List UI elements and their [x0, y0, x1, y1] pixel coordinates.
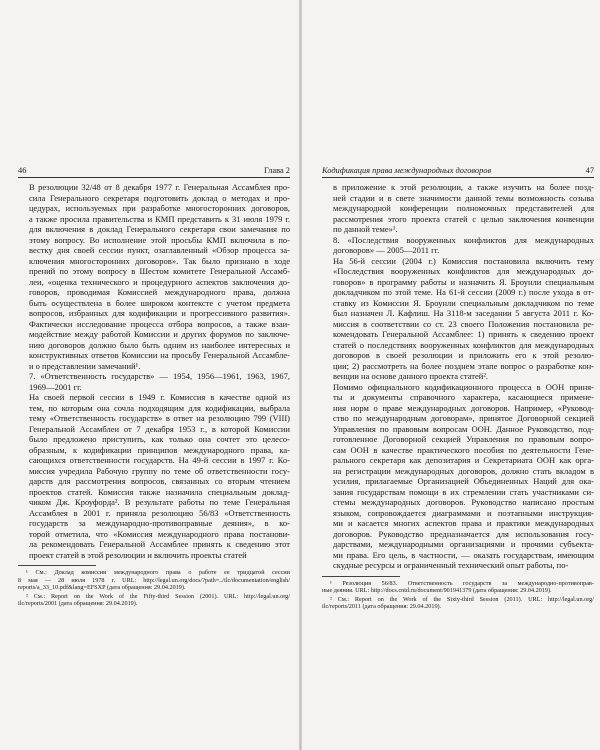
- text-line: сам ООН в качестве практического пособия по деятельности Гене-: [333, 444, 594, 455]
- text-line: дарств для рассмотрения вопросов, связанных со вторым чтением: [29, 476, 290, 486]
- text-line: ми права. Его цель, в частности, — оказать государствам, имеющим: [333, 549, 594, 560]
- text-line: чиком Дж. Кроуфорда². В результате работы по теме Генеральная: [29, 497, 290, 507]
- text-line: конструктивных ответов Комиссии на просьбу Генеральной Ассамбле-: [29, 350, 290, 360]
- right-page: [322, 166, 594, 612]
- left-page-header: [18, 166, 290, 178]
- text-line: венции на основе данного проекта статей².: [333, 371, 489, 381]
- text-line: зания государствам помощи в их стремлении стать участниками си-: [333, 486, 594, 497]
- text-line: ство по международным договорам», принятое Договорной секцией: [333, 413, 594, 423]
- text-line: усилия, прилагаемые Организацией Объединенных Наций для ока-: [333, 476, 594, 486]
- text-line: Управления по правовым вопросам ООН. Данное Руководство, под-: [333, 423, 594, 434]
- text-line: 8 мая — 28 июля 1978 г. URL: http://legal.un.org/docs/?path=../ilc/documentation/english/: [18, 576, 290, 584]
- text-line: скудные ресурсы и ограниченный технический опыт работы, по-: [333, 560, 569, 570]
- text-line: сающихся ответственности государств. На 49-й сессии в 1997 г. Ко-: [29, 455, 290, 465]
- text-line: международной конференции полномочных представителей для: [333, 203, 594, 213]
- text-line: языком, сопровождается диаграммами и поэтапными инструкция-: [333, 507, 594, 518]
- footnote: [18, 569, 290, 592]
- text-line: говоров, проводимая Комиссией международного права, должна: [29, 287, 290, 297]
- text-line: ilc/reports/2001 (дата обращения: 29.04.2019).: [18, 600, 138, 608]
- paragraph: [322, 256, 594, 382]
- left-page-footnotes: [18, 569, 290, 608]
- text-line: «Последствия вооруженных конфликтов для международных до-: [333, 266, 594, 276]
- text-line: ¹ См.: Доклад комиссии международного права о работе ее тридцатой сессии: [26, 569, 290, 576]
- text-line: Фактически исследование процесса отбора вопросов, а также взаи-: [29, 318, 290, 329]
- text-line: леи, «оценка технического и процедурного аспектов заключения до-: [29, 276, 290, 287]
- text-line: миссия в соответствии со ст. 23 своего Положения постановила ре-: [333, 318, 594, 329]
- text-line: ные деяния. URL: http://docs.cntd.ru/document/901941379 (дата обращения: 29.04.2019).: [322, 587, 552, 595]
- text-line: Генеральной Ассамблеи от 7 декабря 1953 г., в которой Комиссии: [29, 423, 290, 434]
- text-line: в приложение к этой резолюции, а также изучить на более позд-: [333, 182, 594, 192]
- text-line: reports/a_33_10.pdf&lang=EFSXP (дата обращения: 29.04.2019).: [18, 584, 186, 592]
- text-line: ставку из Комиссии Я. Броунли специальным докладчиком по теме: [333, 297, 594, 308]
- text-line: 1969—2001 гг.: [29, 381, 82, 392]
- text-line: 8. «Последствия вооруженных конфликтов для международных: [333, 234, 594, 245]
- text-line: торой отметила, что «Комиссия международного права постанови-: [29, 528, 290, 539]
- text-line: 7. «Ответственность государств» — 1954, 1956—1961, 1963, 1967,: [29, 371, 290, 381]
- text-line: было предложено приступить, как только она сочтет это целесо-: [29, 434, 290, 444]
- text-line: нию договоров должно было быть одним из наиболее интересных и: [29, 339, 290, 350]
- paragraph: [322, 235, 594, 256]
- paragraph: [18, 392, 290, 560]
- text-line: по данной теме»¹.: [333, 224, 398, 234]
- text-line: тем, по которым она сочла подходящим для кодификации, выбрала: [29, 402, 290, 413]
- text-line: говоров» в программу работы и назначить Я. Броунли специальным: [333, 276, 594, 287]
- text-line: Ассамблея в 2001 г. приняла резолюцию 56/83 «Ответственность: [29, 507, 290, 518]
- text-line: и о представлении замечаний¹.: [29, 360, 141, 371]
- left-page: [18, 166, 290, 609]
- page-number: 46: [18, 166, 27, 175]
- paragraph: [322, 182, 594, 235]
- text-line: был назначен Л. Кафлиш. На 3118-м заседании 5 августа 2011 г. Ко-: [333, 308, 594, 318]
- chapter-title: Глава 2: [264, 166, 290, 175]
- text-line: тему «Ответственность государств» в ответ на резолюцию 799 (VIII): [29, 413, 290, 423]
- text-line: На своей первой сессии в 1949 г. Комиссия в качестве одной из: [29, 392, 290, 402]
- text-line: ния норм о праве международных договоров. Например, «Руковод-: [333, 402, 594, 413]
- text-line: миссия учредила Рабочую группу по теме об ответственности госу-: [29, 465, 290, 476]
- footnote: [18, 593, 290, 608]
- text-line: стемы международных договоров. Руководство написано простым: [333, 497, 594, 507]
- text-line: ми и касается многих аспектов права и практики международных: [333, 518, 594, 528]
- text-line: ilc/reports/2011 (дата обращения: 29.04.2019).: [322, 603, 442, 611]
- text-line: комендовать Генеральной Ассамблее: 1) принять к сведению проект: [333, 329, 594, 339]
- paragraph: [18, 182, 290, 371]
- text-line: этому вопросу. Во исполнение этой просьбы КМП включила в по-: [29, 234, 290, 245]
- paragraph: [322, 382, 594, 571]
- text-line: государств за международно-противоправные деяния», в ко-: [29, 518, 290, 528]
- text-line: проектов статей. Комиссия также назначила специальным доклад-: [29, 486, 290, 497]
- text-line: сила Генерального секретаря подготовить доклад о методах и про-: [29, 192, 290, 203]
- text-line: рассмотрения этого проекта статей с целью заключения конвенции: [333, 213, 594, 224]
- text-line: образным, к кодификации принципов международного права, ка-: [29, 444, 290, 455]
- text-line: а также просила правительства и КМП представить к 31 июля 1979 г.: [29, 213, 290, 224]
- footnote-rule: [18, 565, 96, 566]
- footnote: [322, 596, 594, 611]
- text-line: дарствами, международными организациями и прочими субъекта-: [333, 539, 594, 549]
- text-line: на регистрации международных договоров, должно стать вкладом в: [333, 465, 594, 476]
- text-line: ключения многосторонних договоров». Так было признано в ходе: [29, 255, 290, 266]
- text-line: статей о последствиях вооруженных конфликтов для международных: [333, 339, 594, 350]
- running-title: Кодификация права международных договоров: [322, 166, 492, 175]
- text-line: ла рекомендовать Генеральной Ассамблее принять к сведению этот: [29, 539, 290, 549]
- text-line: вестку дня своей сессии пункт, озаглавленный «Обзор процесса за-: [29, 245, 290, 255]
- right-page-footnotes: [322, 580, 594, 611]
- text-line: проект статей в этой резолюции и включить проекты статей: [29, 549, 247, 560]
- text-line: ней стадии и в свете значимости данной темы возможность созыва: [333, 192, 594, 203]
- book-gutter: [299, 0, 302, 750]
- text-line: ¹ Резолюция 56/83. Ответственность государств за международно-противоправ-: [330, 579, 594, 587]
- text-line: договоров в своей резолюции и приложить его к этой резолю-: [333, 350, 594, 360]
- text-line: докладчиком по этой теме. На 61-й сессии (2009 г.) после ухода в от-: [333, 287, 594, 297]
- text-line: ты и документы справочного характера, касающиеся примене-: [333, 392, 594, 402]
- text-line: рального секретаря как депозитария и Секретариата ООН как орга-: [333, 455, 594, 465]
- text-line: для включения в доклад Генерального секретаря свои замечания по: [29, 224, 290, 234]
- text-line: готовленное Договорной секцией Управления по правовым вопро-: [333, 434, 594, 444]
- text-line: договоров» — 2005—2011 гг.: [333, 245, 440, 255]
- text-line: ции; 2) рассмотреть на более позднем этапе вопрос о разработке кон-: [333, 360, 594, 371]
- text-line: модействие между работой Комиссии и других форумов по заключе-: [29, 329, 290, 339]
- text-line: договоров. Руководство предназначается для использования госу-: [333, 528, 594, 539]
- text-line: быть осуществлена в более широком контексте с учетом предмета: [29, 297, 290, 308]
- footnote-rule: [322, 576, 400, 577]
- right-page-header: [322, 166, 594, 178]
- text-line: вопросов, избранных для кодификации и прогрессивного развития».: [29, 308, 290, 318]
- text-line: ² См.: Report on the Work of the Sixty-third Session (2011). URL: http://legal.un.org/: [330, 595, 594, 603]
- text-line: цедурах, используемых при разработке многосторонних договоров,: [29, 203, 290, 213]
- text-line: ² См.: Report on the Work of the Fifty-third Session (2001). URL: http://legal.un.org/: [26, 592, 290, 600]
- text-line: В резолюции 32/48 от 8 декабря 1977 г. Генеральная Ассамблея про-: [29, 182, 290, 192]
- paragraph: [18, 371, 290, 392]
- left-page-body: [18, 182, 290, 560]
- right-page-body: [322, 182, 594, 571]
- footnote: [322, 580, 594, 595]
- text-line: На 56-й сессии (2004 г.) Комиссия постановила включить тему: [333, 255, 594, 266]
- text-line: Помимо официального кодификационного процесса в ООН приня-: [333, 381, 594, 392]
- page-number: 47: [585, 166, 594, 175]
- text-line: прений по этому вопросу в Шестом комитете Генеральной Ассамб-: [29, 266, 290, 276]
